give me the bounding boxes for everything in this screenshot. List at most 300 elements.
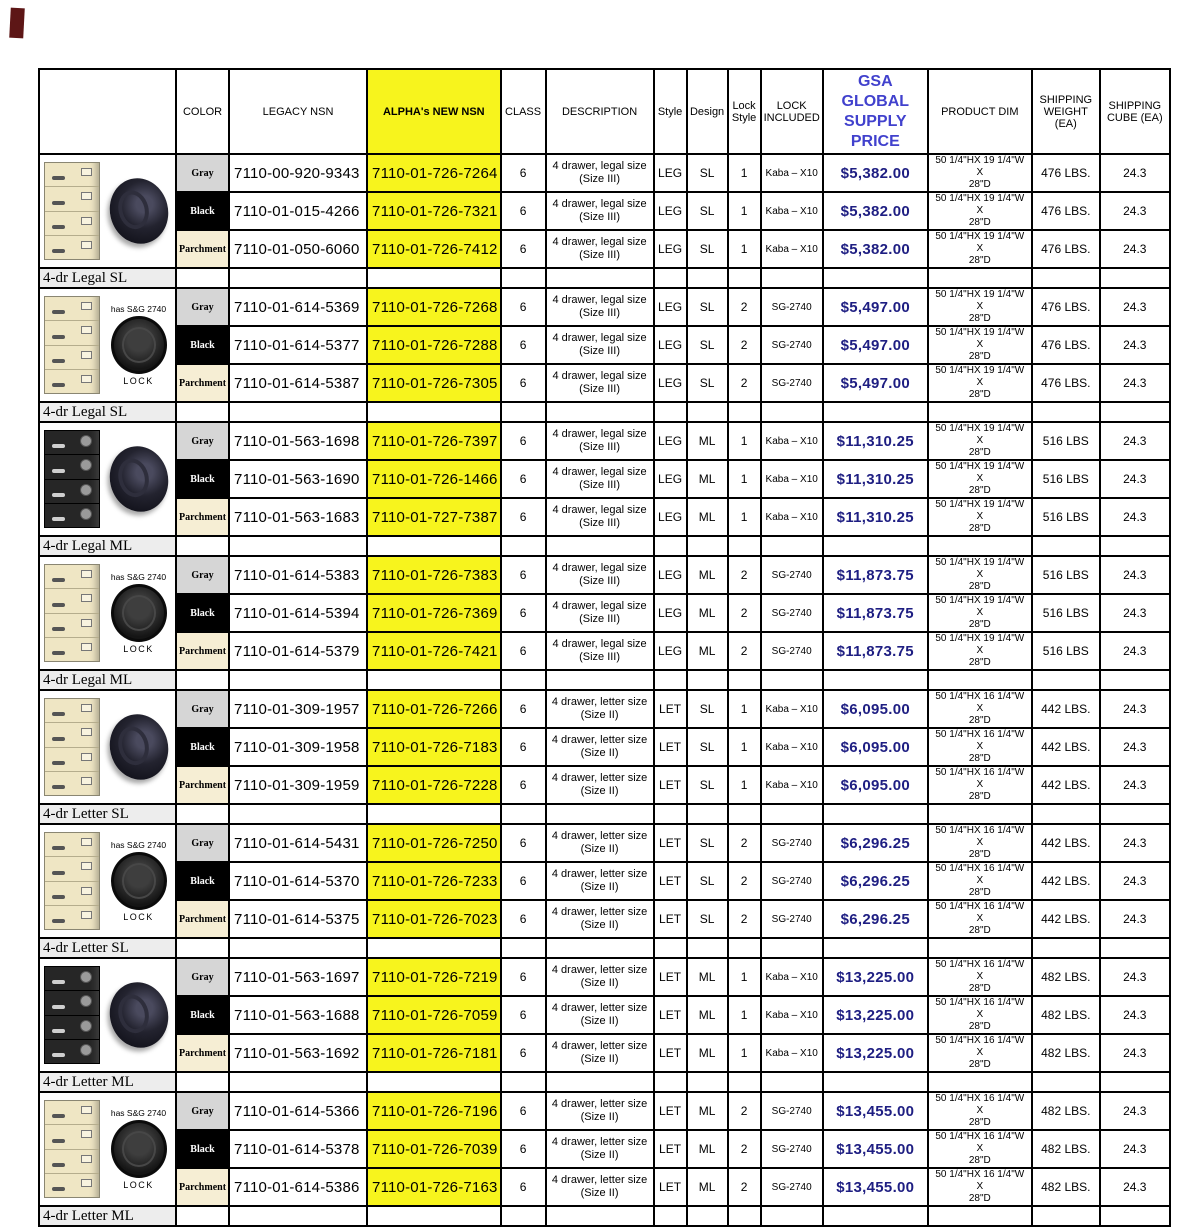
drawer-label-holder xyxy=(81,753,92,761)
text-line: (Size III) xyxy=(579,517,621,529)
gsa-price-cell: $6,296.25 xyxy=(823,824,928,862)
gsa-price-cell: $5,382.00 xyxy=(823,154,928,192)
text-line: (Size II) xyxy=(580,977,619,989)
shipping-weight-cell: 442 LBS. xyxy=(1032,728,1100,766)
alpha-new-nsn-cell: 7110-01-726-7219 xyxy=(367,958,501,996)
cabinet-drawer xyxy=(45,504,99,527)
text-line: 4 drawer, legal size xyxy=(552,562,647,575)
description-cell xyxy=(546,192,654,230)
legacy-nsn-cell: 7110-01-563-1692 xyxy=(229,1034,367,1072)
shipping-weight-cell: 476 LBS. xyxy=(1032,326,1100,364)
drawer-handle xyxy=(52,1053,65,1057)
text-line: (Size III) xyxy=(579,249,621,261)
class-cell: 6 xyxy=(501,154,546,192)
shipping-weight-cell: 482 LBS. xyxy=(1032,996,1100,1034)
empty-cell xyxy=(367,1072,501,1092)
empty-cell xyxy=(1032,804,1100,824)
table-row xyxy=(39,326,1170,364)
empty-cell xyxy=(928,804,1032,824)
legacy-nsn-cell: 7110-01-309-1959 xyxy=(229,766,367,804)
shipping-cube-cell: 24.3 xyxy=(1100,556,1170,594)
empty-cell xyxy=(1032,670,1100,690)
color-cell: Black xyxy=(176,192,229,230)
cabinet-drawer xyxy=(45,212,99,236)
text-line: 28"D xyxy=(968,1021,991,1032)
design-cell: ML xyxy=(687,556,728,594)
drawer-handle xyxy=(52,603,65,607)
text-line: (Size III) xyxy=(579,345,621,357)
class-cell: 6 xyxy=(501,192,546,230)
description-cell xyxy=(546,154,654,192)
class-cell: 6 xyxy=(501,900,546,938)
text-line: 28"D xyxy=(968,619,991,630)
text-line: (Size II) xyxy=(580,747,619,759)
description-cell xyxy=(546,422,654,460)
design-cell: SL xyxy=(687,690,728,728)
legacy-nsn-cell: 7110-01-050-6060 xyxy=(229,230,367,268)
lock-style-cell: 1 xyxy=(728,1034,761,1072)
text-line: 28"D xyxy=(968,1155,991,1166)
cabinet-drawer xyxy=(45,638,99,661)
class-cell: 6 xyxy=(501,460,546,498)
sg2740-note: has S&G 2740 xyxy=(110,304,167,314)
lock-caption: LOCK xyxy=(123,644,154,654)
style-cell: LEG xyxy=(654,154,687,192)
empty-cell xyxy=(687,1206,728,1226)
empty-cell xyxy=(546,670,654,690)
gsa-price-cell: $11,873.75 xyxy=(823,556,928,594)
legacy-nsn-cell: 7110-01-563-1688 xyxy=(229,996,367,1034)
design-cell: SL xyxy=(687,230,728,268)
color-cell: Black xyxy=(176,594,229,632)
empty-cell xyxy=(1032,536,1100,556)
empty-cell xyxy=(654,804,687,824)
shipping-cube-cell: 24.3 xyxy=(1100,230,1170,268)
empty-cell xyxy=(687,1072,728,1092)
empty-cell xyxy=(229,1206,367,1226)
cabinet-drawer xyxy=(45,455,99,479)
empty-cell xyxy=(1032,938,1100,958)
table-row xyxy=(39,230,1170,268)
lock-dial-icon xyxy=(111,584,167,642)
product-image-cell xyxy=(39,422,176,536)
description-cell xyxy=(546,996,654,1034)
figure-right xyxy=(103,982,174,1048)
empty-cell xyxy=(1100,268,1170,288)
product-dim-cell xyxy=(928,460,1032,498)
cabinet-drawer xyxy=(45,346,99,370)
drawer-handle xyxy=(52,651,65,655)
drawer-handle xyxy=(52,201,65,205)
design-cell: ML xyxy=(687,632,728,670)
lock-style-cell: 2 xyxy=(728,1092,761,1130)
gsa-price-cell: $11,873.75 xyxy=(823,632,928,670)
lock-style-cell: 2 xyxy=(728,556,761,594)
class-cell: 6 xyxy=(501,422,546,460)
drawer-handle xyxy=(52,1139,65,1143)
text-line: 28"D xyxy=(968,447,991,458)
empty-cell xyxy=(501,1206,546,1226)
text-line: 50 1/4"HX 16 1/4"W X xyxy=(935,1035,1025,1058)
lock-style-cell: 2 xyxy=(728,1168,761,1206)
description-cell xyxy=(546,690,654,728)
group-label: 4-dr Legal SL xyxy=(39,268,176,288)
drawer-label-holder xyxy=(81,619,92,627)
alpha-new-nsn-cell: 7110-01-726-7233 xyxy=(367,862,501,900)
lock-style-cell: 1 xyxy=(728,498,761,536)
style-cell: LET xyxy=(654,958,687,996)
alpha-new-nsn-cell: 7110-01-726-7369 xyxy=(367,594,501,632)
design-cell: SL xyxy=(687,192,728,230)
design-cell: SL xyxy=(687,154,728,192)
text-line: (Size II) xyxy=(580,881,619,893)
header-style: Style xyxy=(654,69,687,154)
product-dim-cell xyxy=(928,996,1032,1034)
lock-included-cell: Kaba – X10 xyxy=(761,728,823,766)
alpha-new-nsn-cell: 7110-01-726-7023 xyxy=(367,900,501,938)
style-cell: LET xyxy=(654,1034,687,1072)
text-line: (Size II) xyxy=(580,1187,619,1199)
text-line: 4 drawer, legal size xyxy=(552,160,647,173)
lock-included-cell: SG-2740 xyxy=(761,288,823,326)
gsa-price-cell: $11,310.25 xyxy=(823,460,928,498)
gsa-price-cell: $5,382.00 xyxy=(823,230,928,268)
drawer-label-holder xyxy=(81,887,92,895)
lock-style-cell: 2 xyxy=(728,900,761,938)
drawer-label-holder xyxy=(81,777,92,785)
class-cell: 6 xyxy=(501,728,546,766)
shipping-cube-cell: 24.3 xyxy=(1100,824,1170,862)
color-cell: Gray xyxy=(176,288,229,326)
gsa-price-cell: $13,225.00 xyxy=(823,1034,928,1072)
description-cell xyxy=(546,728,654,766)
lock-caption: LOCK xyxy=(123,376,154,386)
group-label: 4-dr Letter SL xyxy=(39,804,176,824)
shipping-weight-cell: 482 LBS. xyxy=(1032,1130,1100,1168)
sg2740-note: has S&G 2740 xyxy=(110,1108,167,1118)
color-cell: Parchment xyxy=(176,498,229,536)
text-line: 28"D xyxy=(968,1117,991,1128)
text-line: 50 1/4"HX 16 1/4"W X xyxy=(935,729,1025,752)
drawer-handle xyxy=(52,469,65,473)
drawer-label-holder xyxy=(81,643,92,651)
drawer-label-holder xyxy=(81,570,92,578)
lock-dial-icon xyxy=(111,852,167,910)
drawer-handle xyxy=(52,1163,65,1167)
description-cell xyxy=(546,900,654,938)
lock-dial-icon xyxy=(111,316,167,374)
lock-included-cell: Kaba – X10 xyxy=(761,766,823,804)
text-line: 4 drawer, letter size xyxy=(551,1002,648,1015)
drawer-handle xyxy=(52,627,65,631)
header-lock-style: Lock Style xyxy=(728,69,761,154)
text-line: 4 drawer, legal size xyxy=(552,600,647,613)
shipping-cube-cell: 24.3 xyxy=(1100,192,1170,230)
drawer-label-holder xyxy=(81,192,92,200)
price-table xyxy=(38,68,1171,1227)
product-dim-cell xyxy=(928,1130,1032,1168)
shipping-weight-cell: 482 LBS. xyxy=(1032,1092,1100,1130)
drawer-handle xyxy=(52,871,65,875)
cabinet-drawer xyxy=(45,589,99,613)
lock-included-cell: SG-2740 xyxy=(761,364,823,402)
figure-right xyxy=(103,178,174,244)
alpha-new-nsn-cell: 7110-01-726-7268 xyxy=(367,288,501,326)
sg2740-note: has S&G 2740 xyxy=(110,572,167,582)
figure-right xyxy=(103,840,174,922)
text-line: 28"D xyxy=(968,389,991,400)
drawer-handle xyxy=(52,980,65,984)
shipping-weight-cell: 476 LBS. xyxy=(1032,192,1100,230)
style-cell: LET xyxy=(654,1092,687,1130)
legacy-nsn-cell: 7110-01-614-5394 xyxy=(229,594,367,632)
product-dim-cell xyxy=(928,422,1032,460)
drawer-handle xyxy=(52,578,65,582)
class-cell: 6 xyxy=(501,1034,546,1072)
drawer-handle xyxy=(52,737,65,741)
product-dim-cell xyxy=(928,690,1032,728)
color-cell: Gray xyxy=(176,690,229,728)
empty-cell xyxy=(823,1206,928,1226)
shipping-weight-cell: 476 LBS. xyxy=(1032,154,1100,192)
drawer-label-holder xyxy=(80,1044,92,1056)
gsa-price-cell: $6,296.25 xyxy=(823,862,928,900)
alpha-new-nsn-cell: 7110-01-726-7228 xyxy=(367,766,501,804)
text-line: (Size II) xyxy=(580,785,619,797)
alpha-new-nsn-cell: 7110-01-726-7181 xyxy=(367,1034,501,1072)
table-row xyxy=(39,364,1170,402)
empty-cell xyxy=(546,1206,654,1226)
cabinet-illustration xyxy=(44,162,100,260)
description-cell xyxy=(546,364,654,402)
shipping-cube-cell: 24.3 xyxy=(1100,900,1170,938)
lock-style-cell: 1 xyxy=(728,192,761,230)
cabinet-illustration xyxy=(44,966,100,1064)
design-cell: ML xyxy=(687,1092,728,1130)
lock-style-cell: 2 xyxy=(728,288,761,326)
table-row xyxy=(39,958,1170,996)
cabinet-drawer xyxy=(45,1101,99,1125)
header-gsa-price: GSA GLOBAL SUPPLY PRICE xyxy=(823,69,928,154)
product-dim-cell xyxy=(928,326,1032,364)
style-cell: LEG xyxy=(654,498,687,536)
drawer-label-holder xyxy=(80,995,92,1007)
cabinet-illustration xyxy=(44,430,100,528)
empty-cell xyxy=(1100,1206,1170,1226)
product-dim-cell xyxy=(928,556,1032,594)
cabinet-drawer xyxy=(45,772,99,795)
lock-included-cell: Kaba – X10 xyxy=(761,422,823,460)
empty-cell xyxy=(176,1206,229,1226)
drawer-label-holder xyxy=(81,862,92,870)
group-label: 4-dr Letter SL xyxy=(39,938,176,958)
lock-style-cell: 1 xyxy=(728,766,761,804)
drawer-label-holder xyxy=(81,838,92,846)
text-line: 4 drawer, letter size xyxy=(551,1174,648,1187)
empty-cell xyxy=(823,1072,928,1092)
shipping-weight-cell: 516 LBS xyxy=(1032,498,1100,536)
table-row xyxy=(39,1168,1170,1206)
class-cell: 6 xyxy=(501,556,546,594)
text-line: 4 drawer, legal size xyxy=(552,466,647,479)
lock-included-cell: SG-2740 xyxy=(761,862,823,900)
class-cell: 6 xyxy=(501,766,546,804)
empty-cell xyxy=(1100,1072,1170,1092)
empty-cell xyxy=(761,1206,823,1226)
color-cell: Black xyxy=(176,460,229,498)
empty-cell xyxy=(761,1072,823,1092)
drawer-label-holder xyxy=(80,1020,92,1032)
group-label: 4-dr Letter ML xyxy=(39,1206,176,1226)
alpha-new-nsn-cell: 7110-01-726-7412 xyxy=(367,230,501,268)
text-line: 28"D xyxy=(968,217,991,228)
cabinet-drawer xyxy=(45,748,99,772)
alpha-new-nsn-cell: 7110-01-726-7397 xyxy=(367,422,501,460)
drawer-label-holder xyxy=(80,971,92,983)
shipping-weight-cell: 516 LBS xyxy=(1032,632,1100,670)
drawer-handle xyxy=(52,493,65,497)
empty-cell xyxy=(367,402,501,422)
product-dim-cell xyxy=(928,288,1032,326)
shipping-weight-cell: 442 LBS. xyxy=(1032,900,1100,938)
lock-style-cell: 2 xyxy=(728,632,761,670)
style-cell: LEG xyxy=(654,556,687,594)
text-line: 50 1/4"HX 19 1/4"W X xyxy=(935,633,1025,656)
text-line: 4 drawer, letter size xyxy=(551,696,648,709)
empty-cell xyxy=(1032,268,1100,288)
shipping-cube-cell: 24.3 xyxy=(1100,1130,1170,1168)
empty-cell xyxy=(928,268,1032,288)
alpha-new-nsn-cell: 7110-01-726-1466 xyxy=(367,460,501,498)
empty-cell xyxy=(928,1072,1032,1092)
alpha-new-nsn-cell: 7110-01-726-7421 xyxy=(367,632,501,670)
text-line: 50 1/4"HX 16 1/4"W X xyxy=(935,1093,1025,1116)
lock-style-cell: 1 xyxy=(728,996,761,1034)
table-row xyxy=(39,824,1170,862)
description-cell xyxy=(546,594,654,632)
color-cell: Parchment xyxy=(176,364,229,402)
empty-cell xyxy=(501,402,546,422)
empty-cell xyxy=(176,804,229,824)
empty-cell xyxy=(728,536,761,556)
empty-cell xyxy=(823,670,928,690)
design-cell: ML xyxy=(687,996,728,1034)
style-cell: LET xyxy=(654,900,687,938)
shipping-cube-cell: 24.3 xyxy=(1100,766,1170,804)
product-dim-cell xyxy=(928,498,1032,536)
empty-cell xyxy=(928,1206,1032,1226)
table-row xyxy=(39,632,1170,670)
text-line: 4 drawer, legal size xyxy=(552,428,647,441)
empty-cell xyxy=(546,804,654,824)
empty-cell xyxy=(823,938,928,958)
drawer-label-holder xyxy=(81,168,92,176)
drawer-label-holder xyxy=(81,1106,92,1114)
legacy-nsn-cell: 7110-01-614-5366 xyxy=(229,1092,367,1130)
legacy-nsn-cell: 7110-01-563-1698 xyxy=(229,422,367,460)
empty-cell xyxy=(761,536,823,556)
product-dim-cell xyxy=(928,1034,1032,1072)
drawer-label-holder xyxy=(81,594,92,602)
header-product-dim: PRODUCT DIM xyxy=(928,69,1032,154)
cabinet-drawer xyxy=(45,1174,99,1197)
lock-included-cell: SG-2740 xyxy=(761,1092,823,1130)
empty-cell xyxy=(176,268,229,288)
cabinet-drawer xyxy=(45,882,99,906)
cabinet-drawer xyxy=(45,321,99,345)
empty-cell xyxy=(728,1206,761,1226)
cabinet-drawer xyxy=(45,370,99,393)
text-line: 50 1/4"HX 16 1/4"W X xyxy=(935,767,1025,790)
group-label-row xyxy=(39,938,1170,958)
shipping-cube-cell: 24.3 xyxy=(1100,498,1170,536)
lock-dial-icon xyxy=(102,172,174,250)
figure-right xyxy=(103,304,174,386)
drawer-handle xyxy=(52,712,65,716)
drawer-handle xyxy=(52,846,65,850)
empty-cell xyxy=(1100,804,1170,824)
shipping-weight-cell: 442 LBS. xyxy=(1032,690,1100,728)
cabinet-drawer xyxy=(45,1125,99,1149)
product-figure xyxy=(40,427,175,531)
gsa-price-cell: $6,296.25 xyxy=(823,900,928,938)
product-dim-cell xyxy=(928,900,1032,938)
text-line: 4 drawer, letter size xyxy=(551,772,648,785)
cabinet-drawer xyxy=(45,236,99,259)
drawer-label-holder xyxy=(81,217,92,225)
drawer-label-holder xyxy=(81,241,92,249)
empty-cell xyxy=(501,804,546,824)
lock-style-cell: 2 xyxy=(728,364,761,402)
empty-cell xyxy=(654,1072,687,1092)
legacy-nsn-cell: 7110-01-309-1958 xyxy=(229,728,367,766)
design-cell: SL xyxy=(687,900,728,938)
drawer-handle xyxy=(52,1029,65,1033)
text-line: 50 1/4"HX 16 1/4"W X xyxy=(935,863,1025,886)
group-label-row xyxy=(39,536,1170,556)
cabinet-drawer xyxy=(45,967,99,991)
empty-cell xyxy=(728,670,761,690)
shipping-cube-cell: 24.3 xyxy=(1100,1168,1170,1206)
figure-right xyxy=(103,572,174,654)
lock-included-cell: Kaba – X10 xyxy=(761,498,823,536)
product-figure xyxy=(40,293,175,397)
lock-style-cell: 1 xyxy=(728,728,761,766)
legacy-nsn-cell: 7110-01-614-5375 xyxy=(229,900,367,938)
style-cell: LEG xyxy=(654,422,687,460)
empty-cell xyxy=(367,1206,501,1226)
header-color: COLOR xyxy=(176,69,229,154)
lock-included-cell: Kaba – X10 xyxy=(761,460,823,498)
drawer-label-holder xyxy=(81,704,92,712)
empty-cell xyxy=(1100,536,1170,556)
lock-style-cell: 1 xyxy=(728,422,761,460)
design-cell: ML xyxy=(687,460,728,498)
cabinet-drawer xyxy=(45,906,99,929)
shipping-cube-cell: 24.3 xyxy=(1100,690,1170,728)
lock-style-cell: 2 xyxy=(728,326,761,364)
design-cell: SL xyxy=(687,766,728,804)
text-line: 50 1/4"HX 19 1/4"W X xyxy=(935,461,1025,484)
design-cell: ML xyxy=(687,1130,728,1168)
style-cell: LEG xyxy=(654,192,687,230)
style-cell: LEG xyxy=(654,460,687,498)
empty-cell xyxy=(229,938,367,958)
group-label: 4-dr Letter ML xyxy=(39,1072,176,1092)
legacy-nsn-cell: 7110-01-614-5431 xyxy=(229,824,367,862)
group-label-row xyxy=(39,1206,1170,1226)
alpha-new-nsn-cell: 7110-01-726-7183 xyxy=(367,728,501,766)
